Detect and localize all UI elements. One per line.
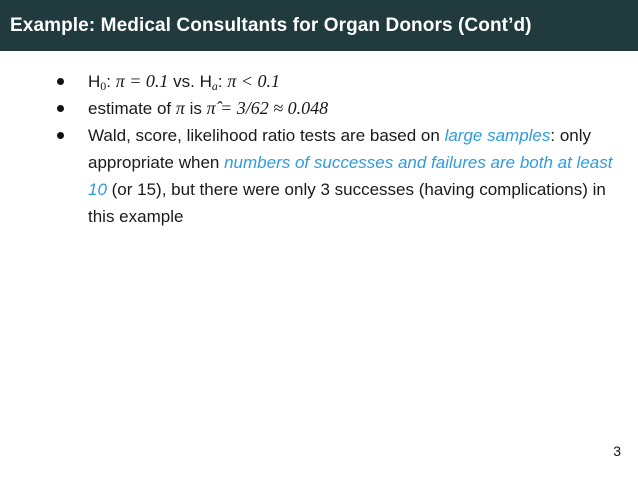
tests-text-2: : only appropriate when [88,126,592,172]
page-number: 3 [613,443,621,459]
bullet-dot [57,132,64,139]
estimate-text: estimate of [88,99,176,118]
bullet-item-hypotheses [57,68,617,95]
ha-expression: π < 0.1 [227,71,280,91]
h0-expression: π = 0.1 [115,71,169,91]
h0-subscript: 0 [100,79,107,93]
ha-subscript: a [211,79,218,93]
slide-title-bar [0,0,638,51]
h0-label: H [88,72,101,91]
estimate-is-text: is [184,99,207,118]
vs-text: vs. [168,72,200,91]
ha-colon: : [217,72,228,91]
bullet-dot [57,78,64,85]
bullet-item-tests [57,122,617,230]
bullet-dot [57,105,64,112]
pi-symbol: π [175,98,185,118]
h0-colon: : [106,72,116,91]
slide-title: Example: Medical Consultants for Organ Donors (Cont’d) [10,14,532,36]
threshold-emphasis: numbers of successes and failures are both at least 10 [88,153,613,199]
large-samples-emphasis: large samples [444,126,551,145]
ha-label: H [199,72,212,91]
bullet-item-estimate [57,95,617,122]
estimate-expression: π̂ = 3/62 ≈ 0.048 [206,98,329,118]
tests-text-1: Wald, score, likelihood ratio tests are based on [88,126,445,145]
tests-text-3: (or 15), but there were only 3 successes (having complications) in this example [88,180,606,226]
slide-content [57,68,617,230]
